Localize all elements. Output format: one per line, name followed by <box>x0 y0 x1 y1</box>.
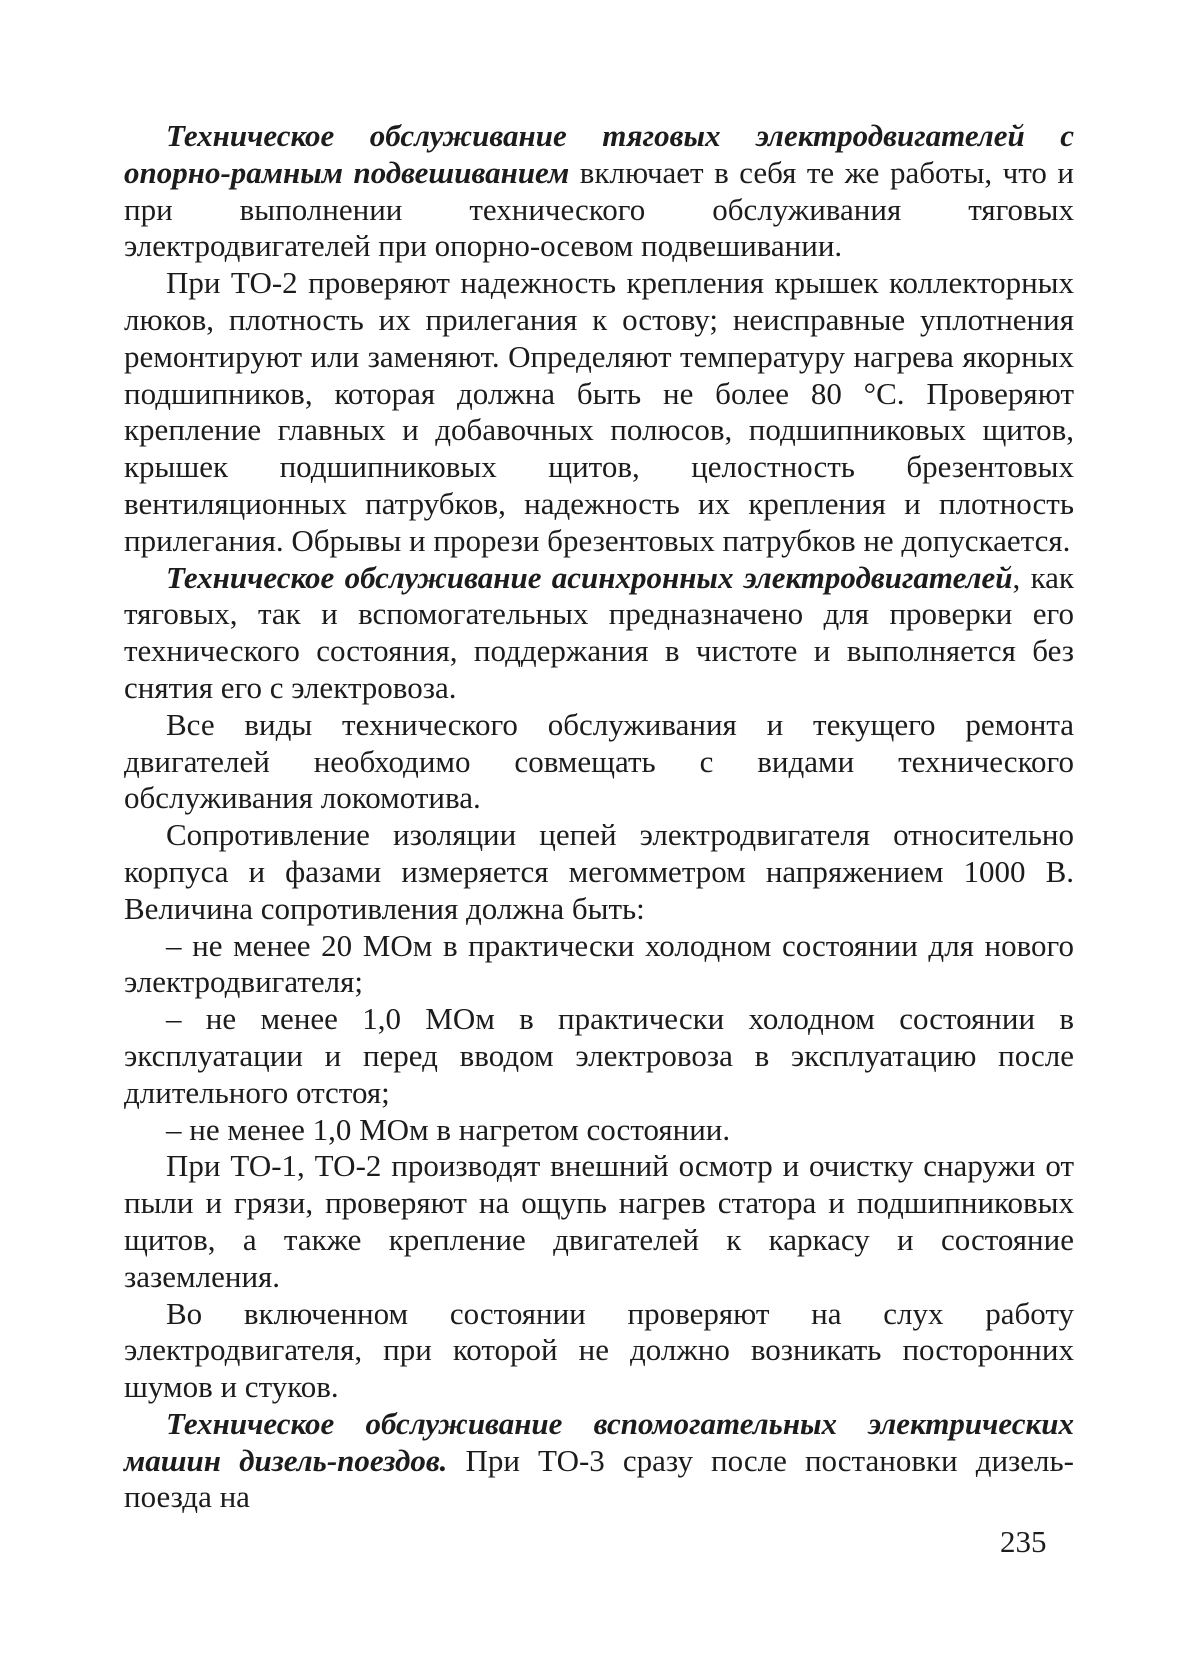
list-item-2-text: – не менее 1,0 МОм в практически холодном состоянии в эксплуатации и перед вводом электровоза в эксплуатацию после длительного отстоя; <box>124 1001 1074 1110</box>
paragraph-6-text: При ТО-1, ТО-2 производят внешний осмотр и очистку снаружи от пыли и грязи, проверяют на ощупь нагрев статора и подшипниковых щитов, а также крепление двигателей к каркасу и состояние заземления. <box>124 1148 1074 1294</box>
paragraph-1-lead: Техническое обслуживание тяговых электродвигателей с опорно-рамным подвешиванием <box>124 118 1074 190</box>
list-item-3 <box>124 1112 1074 1149</box>
page-body <box>124 118 1074 1516</box>
paragraph-5-text: Сопротивление изоляции цепей электродвигателя относительно корпуса и фазами измеряется мегомметром напряжением 1000 В. Величина сопротивления должна быть: <box>124 817 1074 926</box>
paragraph-8-text: При ТО-3 сразу после постановки дизель-поезда на <box>124 1442 1074 1515</box>
paragraph-5 <box>124 817 1074 927</box>
list-item-1 <box>124 928 1074 1002</box>
paragraph-1 <box>124 118 1074 265</box>
paragraph-7 <box>124 1296 1074 1406</box>
paragraph-3-lead: Техническое обслуживание асинхронных электродвигателей <box>166 559 1013 595</box>
page-number: 235 <box>1000 1524 1047 1559</box>
paragraph-2-text: При ТО-2 проверяют надежность крепления крышек коллекторных люков, плотность их прилегания к остову; неисправные уплотнения ремонтируют или заменяют. Определяют температуру нагрева якорных подшипников, которая должна быть не более 80 °С. Проверяют крепление главных и добавочных полюсов, подшипниковых щитов, крышек подшипниковых щитов, целостность брезентовых вентиляционных патрубков, надежность их крепления и плотность прилегания. Обрывы и прорези брезентовых патрубков не допускается. <box>124 265 1074 558</box>
paragraph-2 <box>124 265 1074 559</box>
paragraph-4-text: Все виды технического обслуживания и текущего ремонта двигателей необходимо совмещать с видами технического обслуживания локомотива. <box>124 706 1074 816</box>
list-item-2 <box>124 1001 1074 1111</box>
paragraph-3 <box>124 560 1074 707</box>
paragraph-3-text: , как тяговых, так и вспомогательных предназначено для проверки его технического состояния, поддержания в чистоте и выполняется без снятия его с электровоза. <box>124 559 1074 705</box>
paragraph-6 <box>124 1148 1074 1295</box>
paragraph-8-lead: Техническое обслуживание вспомогательных электрических машин дизель-поездов. <box>124 1405 1074 1478</box>
list-item-1-text: – не менее 20 МОм в практически холодном состоянии для нового электродвигателя; <box>124 927 1074 1000</box>
paragraph-7-text: Во включенном состоянии проверяют на слух работу электродвигателя, при которой не должно возникать посторонних шумов и стуков. <box>124 1295 1074 1405</box>
paragraph-8 <box>124 1406 1074 1516</box>
paragraph-1-text: включает в себя те же работы, что и при выполнении технического обслуживания тяговых электродвигателей при опорно-осевом подвешивании. <box>124 154 1074 264</box>
paragraph-4 <box>124 707 1074 817</box>
list-item-3-text: – не менее 1,0 МОм в нагретом состоянии. <box>166 1111 731 1147</box>
